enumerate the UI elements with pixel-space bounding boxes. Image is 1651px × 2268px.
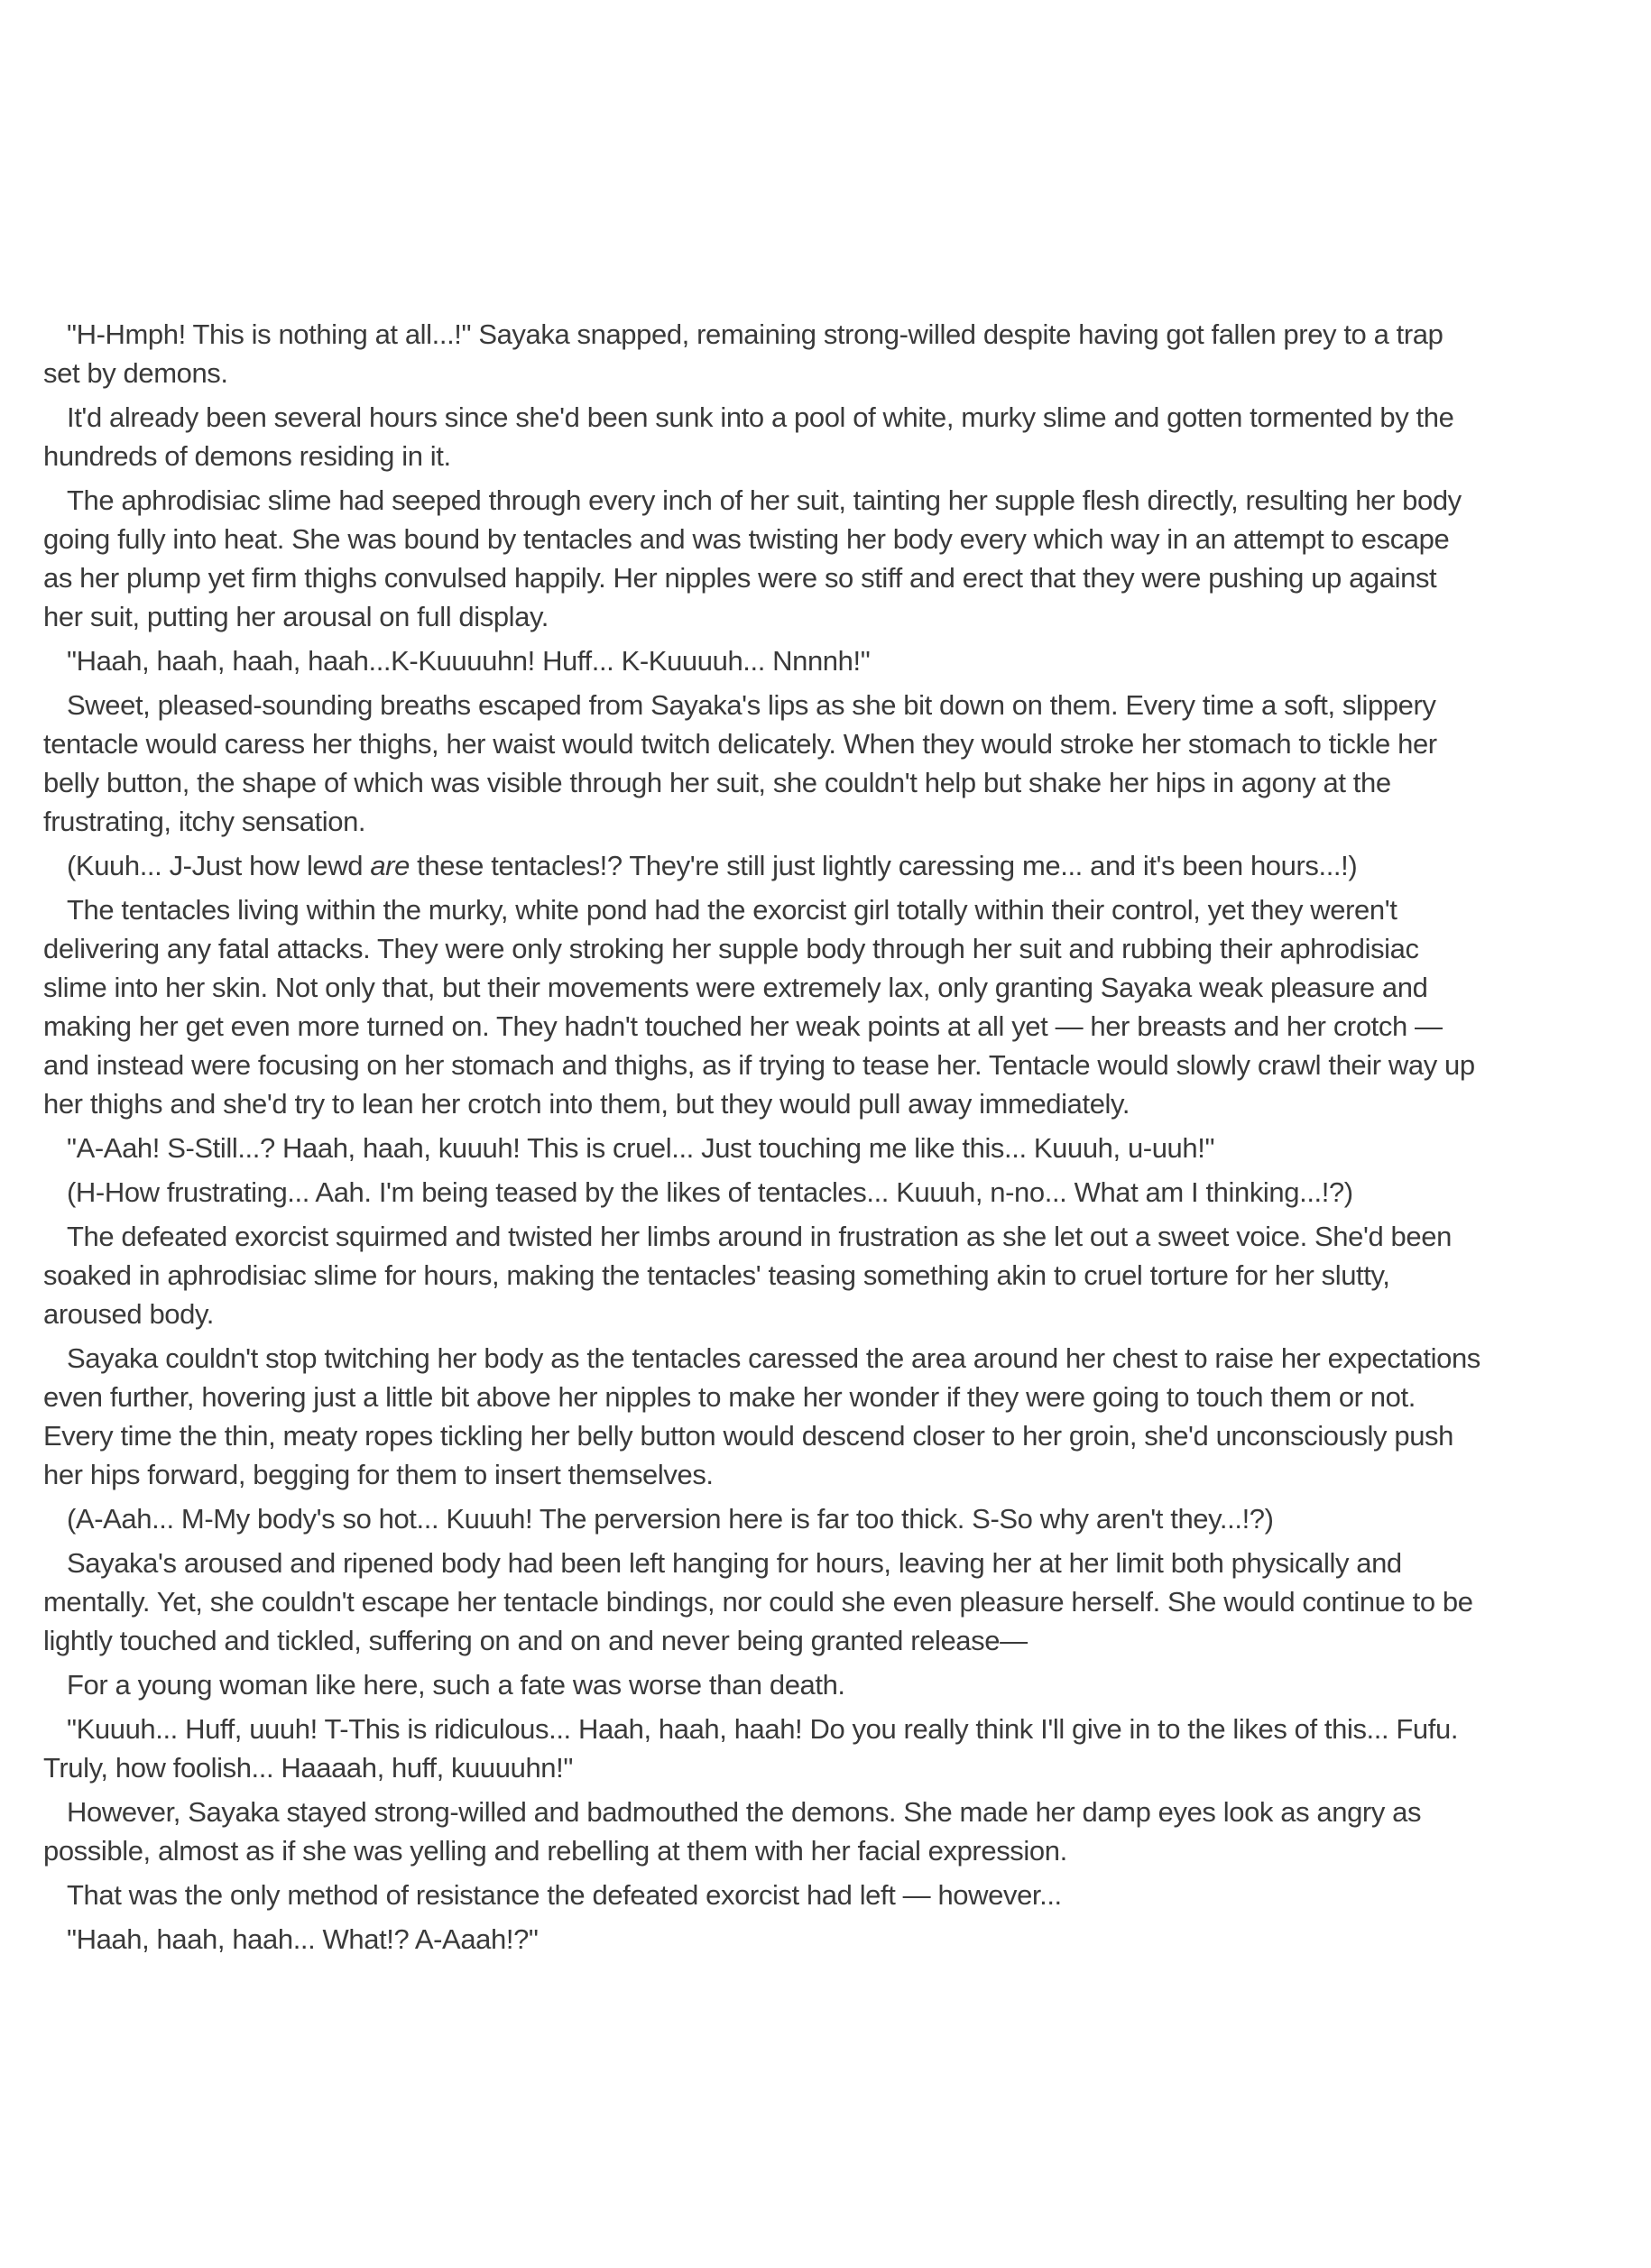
text-line: set by demons. (43, 357, 228, 389)
paragraph (43, 686, 1640, 841)
paragraph (43, 1665, 1640, 1704)
text-line: "Haah, haah, haah, haah...K-Kuuuuhn! Huff... K-Kuuuuh... Nnnnh!" (67, 645, 871, 677)
text-line: (H-How frustrating... Aah. I'm being teased by the likes of tentacles... Kuuuh, n-no... What am I thinking...!?) (67, 1176, 1353, 1208)
text-line: aroused body. (43, 1298, 214, 1330)
text-line: (A-Aah... M-My body's so hot... Kuuuh! The perversion here is far too thick. S-So why aren't they...!?) (67, 1503, 1274, 1535)
paragraph (43, 1339, 1640, 1494)
paragraph (43, 1499, 1640, 1538)
text-line: her suit, putting her arousal on full display. (43, 601, 549, 632)
text-line: as her plump yet firm thighs convulsed happily. Her nipples were so stiff and erect that they were pushing up against (43, 562, 1437, 594)
paragraph (43, 1217, 1640, 1333)
paragraph (43, 1793, 1640, 1870)
paragraph (43, 846, 1640, 885)
paragraph (43, 1920, 1640, 1959)
text-line: (Kuuh... J-Just how lewd are these tentacles!? They're still just lightly caressing me... and it's been hours...!) (67, 850, 1358, 881)
paragraph (43, 1544, 1640, 1660)
text-line: possible, almost as if she was yelling and rebelling at them with her facial expression. (43, 1835, 1067, 1867)
text-line: However, Sayaka stayed strong-willed and badmouthed the demons. She made her damp eyes look as angry as (67, 1796, 1422, 1828)
text-column (43, 315, 1640, 1959)
text-line: mentally. Yet, she couldn't escape her tentacle bindings, nor could she even pleasure herself. She would continue to be (43, 1586, 1473, 1618)
text-line: That was the only method of resistance the defeated exorcist had left — however... (67, 1879, 1062, 1911)
paragraph (43, 641, 1640, 680)
paragraph (43, 315, 1640, 392)
text-line: Sweet, pleased-sounding breaths escaped from Sayaka's lips as she bit down on them. Every time a soft, slippery (67, 689, 1436, 721)
text-line: and instead were focusing on her stomach and thighs, as if trying to tease her. Tentacle would slowly crawl their way up (43, 1049, 1475, 1081)
text-line: frustrating, itchy sensation. (43, 806, 366, 837)
text-line: It'd already been several hours since she'd been sunk into a pool of white, murky slime and gotten tormented by the (67, 401, 1454, 433)
text-line: soaked in aphrodisiac slime for hours, making the tentacles' teasing something akin to cruel torture for her slutty, (43, 1259, 1390, 1291)
paragraph (43, 1129, 1640, 1167)
text-line: making her get even more turned on. They hadn't touched her weak points at all yet — her breasts and her crotch — (43, 1010, 1443, 1042)
text-line: Truly, how foolish... Haaaah, huff, kuuuuhn!" (43, 1752, 573, 1784)
text-line: Sayaka couldn't stop twitching her body as the tentacles caressed the area around her chest to raise her expectations (67, 1342, 1480, 1374)
paragraph (43, 398, 1640, 475)
text-line: "Kuuuh... Huff, uuuh! T-This is ridiculous... Haah, haah, haah! Do you really think I'll give in to the likes of this... Fufu. (67, 1713, 1459, 1745)
text-line: her hips forward, begging for them to insert themselves. (43, 1459, 714, 1490)
text-line: lightly touched and tickled, suffering on and on and never being granted release— (43, 1625, 1028, 1656)
text-line: tentacle would caress her thighs, her waist would twitch delicately. When they would stroke her stomach to tickle her (43, 728, 1437, 760)
text-line: "H-Hmph! This is nothing at all...!" Sayaka snapped, remaining strong-willed despite having got fallen prey to a trap (67, 318, 1443, 350)
text-line: The tentacles living within the murky, white pond had the exorcist girl totally within their control, yet they weren't (67, 894, 1397, 926)
text-line: hundreds of demons residing in it. (43, 440, 451, 472)
paragraph (43, 481, 1640, 636)
paragraph (43, 1173, 1640, 1212)
text-line: Sayaka's aroused and ripened body had been left hanging for hours, leaving her at her limit both physically and (67, 1547, 1402, 1579)
text-line: delivering any fatal attacks. They were only stroking her supple body through her suit and rubbing their aphrodisiac (43, 933, 1419, 964)
paragraph (43, 1876, 1640, 1914)
text-line: going fully into heat. She was bound by tentacles and was twisting her body every which way in an attempt to escape (43, 523, 1450, 555)
paragraph (43, 1710, 1640, 1787)
text-line: slime into her skin. Not only that, but their movements were extremely lax, only granting Sayaka weak pleasure and (43, 972, 1428, 1003)
text-line: The aphrodisiac slime had seeped through every inch of her suit, tainting her supple flesh directly, resulting her body (67, 484, 1462, 516)
text-line: The defeated exorcist squirmed and twisted her limbs around in frustration as she let out a sweet voice. She'd been (67, 1221, 1452, 1252)
text-line: For a young woman like here, such a fate was worse than death. (67, 1669, 845, 1701)
paragraph (43, 890, 1640, 1123)
text-line: "A-Aah! S-Still...? Haah, haah, kuuuh! This is cruel... Just touching me like this... Kuuuh, u-uuh!" (67, 1132, 1215, 1164)
text-line: Every time the thin, meaty ropes tickling her belly button would descend closer to her groin, she'd unconsciously push (43, 1420, 1453, 1452)
text-line: "Haah, haah, haah... What!? A-Aaah!?" (67, 1923, 539, 1955)
text-line: belly button, the shape of which was visible through her suit, she couldn't help but shake her hips in agony at the (43, 767, 1391, 798)
text-line: even further, hovering just a little bit above her nipples to make her wonder if they were going to touch them or not. (43, 1381, 1416, 1413)
text-line: her thighs and she'd try to lean her crotch into them, but they would pull away immediately. (43, 1088, 1130, 1120)
